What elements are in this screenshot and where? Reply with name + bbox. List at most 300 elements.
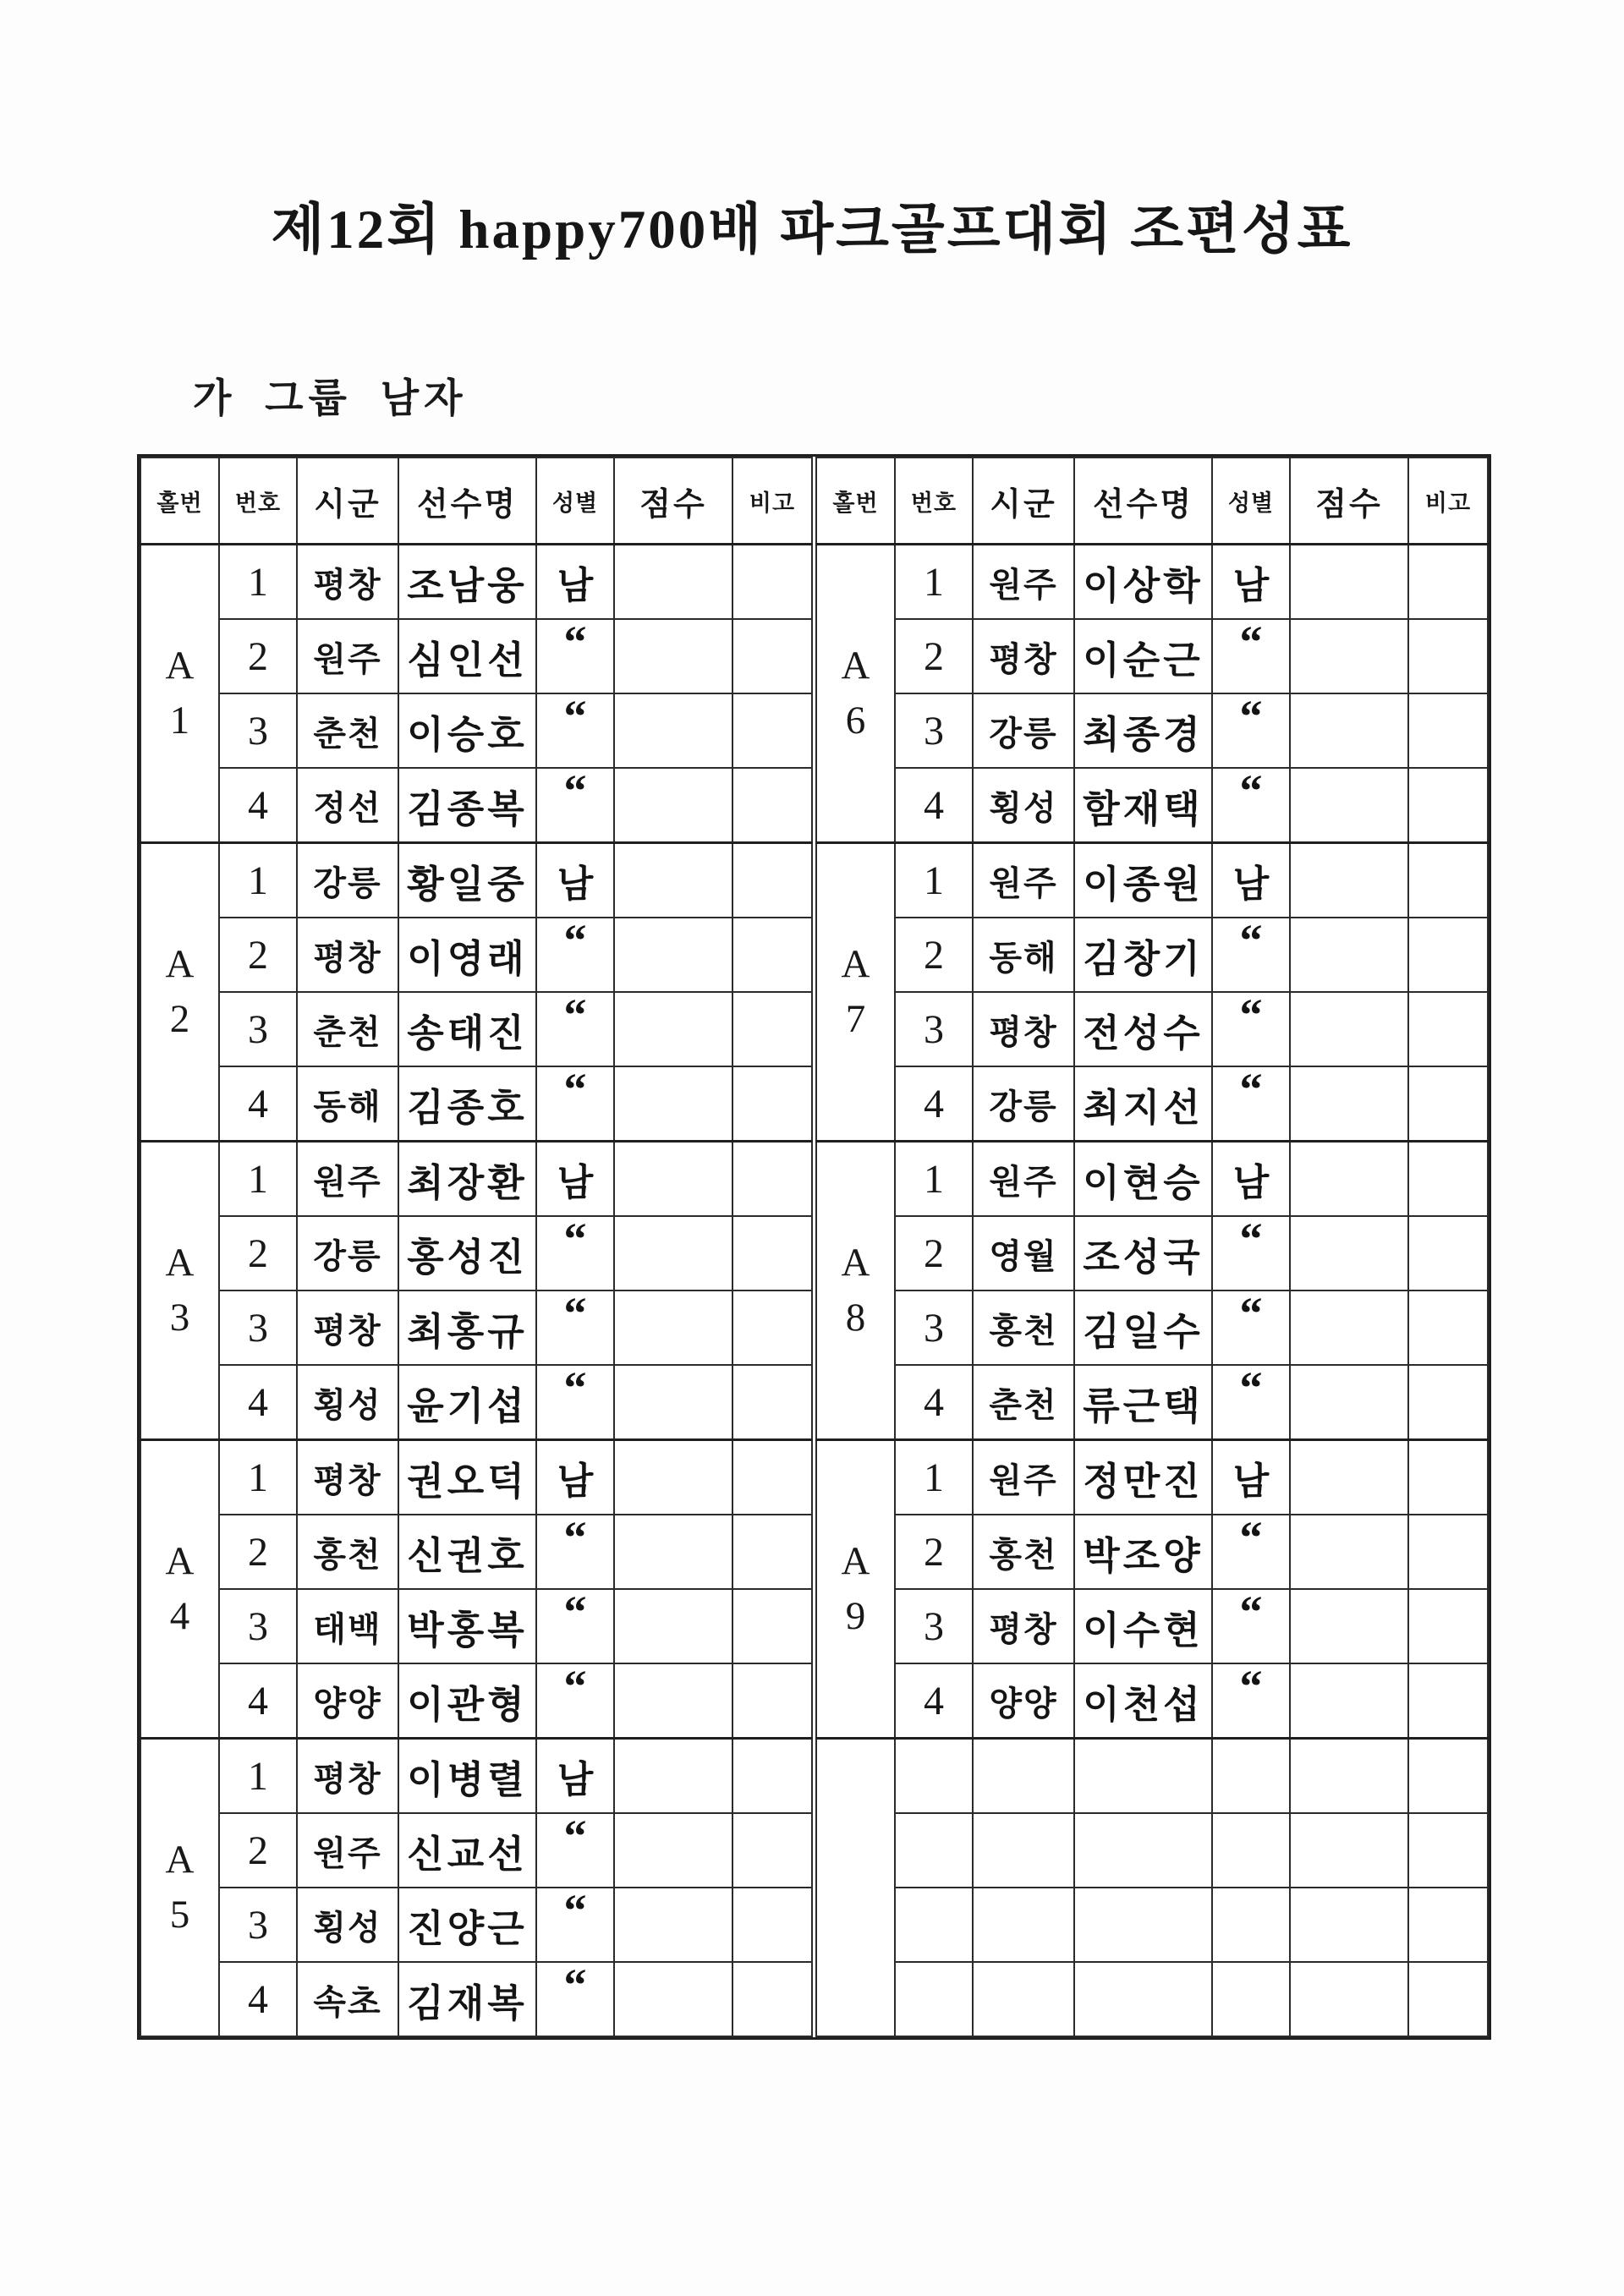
table-row <box>816 545 1488 620</box>
col-header-3: 선수명 <box>1074 458 1212 545</box>
cell-gender: 남 <box>536 1739 614 1814</box>
cell-score <box>614 992 732 1066</box>
cell-no: 2 <box>219 1515 297 1589</box>
table-row <box>140 1365 812 1440</box>
cell-note <box>1408 1440 1488 1515</box>
group-number: 4 <box>169 1594 190 1638</box>
group-number: 7 <box>845 997 866 1041</box>
cell-note <box>1408 1290 1488 1365</box>
cell-name: 최종경 <box>1074 693 1212 768</box>
cell-gender: 남 <box>536 545 614 620</box>
cell-gender: 남 <box>1212 1142 1290 1217</box>
cell-gender <box>1212 1663 1290 1739</box>
cell-note <box>1408 693 1488 768</box>
cell-gender <box>1212 768 1290 843</box>
cell-name: 전성수 <box>1074 992 1212 1066</box>
cell-score <box>614 1216 732 1290</box>
table-row <box>816 1515 1488 1589</box>
ditto-mark: “ <box>1239 619 1263 667</box>
cell-name: 정만진 <box>1074 1440 1212 1515</box>
cell-no: 1 <box>219 843 297 918</box>
cell-note <box>732 843 812 918</box>
cell-gender <box>1212 1813 1290 1888</box>
table-row <box>140 1663 812 1739</box>
cell-city: 춘천 <box>973 1365 1074 1440</box>
ditto-mark: “ <box>563 1066 587 1115</box>
cell-gender <box>1212 1515 1290 1589</box>
cell-score <box>614 768 732 843</box>
cell-score <box>1290 768 1408 843</box>
ditto-mark: “ <box>563 1589 587 1637</box>
table-row <box>140 1066 812 1142</box>
cell-score <box>614 843 732 918</box>
cell-gender <box>536 1515 614 1589</box>
ditto-mark: “ <box>563 1663 587 1712</box>
cell-note <box>732 768 812 843</box>
cell-note <box>732 1290 812 1365</box>
cell-no: 4 <box>219 1663 297 1739</box>
cell-name: 김종복 <box>398 768 536 843</box>
cell-note <box>732 1962 812 2036</box>
cell-name: 조성국 <box>1074 1216 1212 1290</box>
col-header-2: 시군 <box>297 458 398 545</box>
cell-score <box>1290 1066 1408 1142</box>
cell-city: 평창 <box>973 1589 1074 1663</box>
cell-gender <box>1212 1290 1290 1365</box>
cell-note <box>1408 768 1488 843</box>
cell-gender <box>536 918 614 992</box>
cell-score <box>1290 1142 1408 1217</box>
cell-score <box>1290 1962 1408 2036</box>
col-header-5: 점수 <box>1290 458 1408 545</box>
cell-note <box>732 1515 812 1589</box>
cell-name: 조남웅 <box>398 545 536 620</box>
cell-gender <box>1212 1365 1290 1440</box>
cell-note <box>1408 843 1488 918</box>
cell-note <box>1408 619 1488 693</box>
cell-city: 횡성 <box>973 768 1074 843</box>
cell-score <box>614 693 732 768</box>
cell-score <box>1290 619 1408 693</box>
group-cell <box>140 545 219 843</box>
cell-city <box>973 1888 1074 1962</box>
ditto-mark: “ <box>563 693 587 742</box>
table-row <box>140 1142 812 1217</box>
cell-no: 3 <box>895 693 973 768</box>
cell-name: 이병렬 <box>398 1739 536 1814</box>
cell-no: 3 <box>895 1589 973 1663</box>
table-row <box>140 1962 812 2036</box>
cell-score <box>614 1515 732 1589</box>
cell-gender <box>1212 1888 1290 1962</box>
cell-gender <box>536 1290 614 1365</box>
cell-city: 평창 <box>297 918 398 992</box>
ditto-mark: “ <box>563 1888 587 1936</box>
table-row <box>816 1440 1488 1515</box>
table-row <box>816 992 1488 1066</box>
group-letter: A <box>165 942 195 986</box>
cell-name: 최홍규 <box>398 1290 536 1365</box>
cell-name: 이승호 <box>398 693 536 768</box>
cell-score <box>1290 1216 1408 1290</box>
cell-gender <box>536 1962 614 2036</box>
cell-gender <box>536 1589 614 1663</box>
group-cell <box>816 545 895 843</box>
cell-note <box>732 1813 812 1888</box>
cell-gender <box>1212 1589 1290 1663</box>
cell-note <box>1408 1365 1488 1440</box>
cell-gender <box>536 1216 614 1290</box>
cell-score <box>614 1066 732 1142</box>
table-row <box>140 619 812 693</box>
ditto-mark: “ <box>563 1216 587 1264</box>
cell-no <box>895 1739 973 1814</box>
col-header-6: 비고 <box>1408 458 1488 545</box>
cell-score <box>1290 1813 1408 1888</box>
table-row <box>816 1663 1488 1739</box>
cell-no: 2 <box>895 918 973 992</box>
cell-no: 2 <box>895 1515 973 1589</box>
group-number: 2 <box>169 997 190 1041</box>
cell-note <box>1408 1066 1488 1142</box>
cell-name: 신권호 <box>398 1515 536 1589</box>
cell-score <box>1290 1739 1408 1814</box>
cell-name: 이순근 <box>1074 619 1212 693</box>
cell-no <box>895 1888 973 1962</box>
group-cell <box>140 1142 219 1440</box>
cell-gender <box>536 1066 614 1142</box>
cell-city: 평창 <box>297 545 398 620</box>
cell-score <box>614 1739 732 1814</box>
col-header-3: 선수명 <box>398 458 536 545</box>
cell-gender: 남 <box>536 1440 614 1515</box>
cell-name: 진양근 <box>398 1888 536 1962</box>
table-row <box>816 843 1488 918</box>
group-letter: A <box>841 942 870 986</box>
cell-gender <box>536 1888 614 1962</box>
group-cell <box>816 843 895 1142</box>
ditto-mark: “ <box>1239 992 1263 1040</box>
group-number: 9 <box>845 1594 866 1638</box>
table-row <box>140 918 812 992</box>
cell-score <box>614 1813 732 1888</box>
ditto-mark: “ <box>1239 1066 1263 1115</box>
col-header-0: 홀번 <box>816 458 895 545</box>
cell-name: 이천섭 <box>1074 1663 1212 1739</box>
cell-no: 3 <box>219 693 297 768</box>
cell-gender <box>1212 619 1290 693</box>
table-row <box>140 843 812 918</box>
cell-gender <box>536 1813 614 1888</box>
group-cell <box>816 1440 895 1739</box>
cell-gender <box>536 619 614 693</box>
cell-no: 3 <box>219 992 297 1066</box>
cell-name: 권오덕 <box>398 1440 536 1515</box>
table-row <box>816 619 1488 693</box>
cell-note <box>1408 1962 1488 2036</box>
cell-gender: 남 <box>536 1142 614 1217</box>
table-row <box>140 768 812 843</box>
cell-city <box>973 1739 1074 1814</box>
cell-name: 이상학 <box>1074 545 1212 620</box>
cell-score <box>614 1962 732 2036</box>
cell-name: 심인선 <box>398 619 536 693</box>
cell-gender: 남 <box>1212 843 1290 918</box>
cell-city: 홍천 <box>297 1515 398 1589</box>
table-row <box>816 1888 1488 1962</box>
cell-note <box>732 992 812 1066</box>
cell-note <box>1408 1589 1488 1663</box>
ditto-mark: “ <box>563 918 587 966</box>
table-row <box>816 1962 1488 2036</box>
table-row <box>140 693 812 768</box>
table-row <box>140 1589 812 1663</box>
cell-city: 평창 <box>973 619 1074 693</box>
table-row <box>816 1739 1488 1814</box>
cell-note <box>1408 1888 1488 1962</box>
cell-gender <box>1212 693 1290 768</box>
cell-name: 홍성진 <box>398 1216 536 1290</box>
cell-no: 3 <box>219 1589 297 1663</box>
cell-city: 영월 <box>973 1216 1074 1290</box>
cell-no: 1 <box>219 1440 297 1515</box>
ditto-mark: “ <box>563 1813 587 1861</box>
cell-note <box>732 918 812 992</box>
cell-name: 박홍복 <box>398 1589 536 1663</box>
table-row <box>816 1290 1488 1365</box>
cell-name: 이관형 <box>398 1663 536 1739</box>
cell-city: 정선 <box>297 768 398 843</box>
group-assignment-table <box>137 454 1491 2040</box>
cell-name: 김창기 <box>1074 918 1212 992</box>
table-row <box>816 768 1488 843</box>
table-row <box>140 545 812 620</box>
cell-city: 강릉 <box>297 843 398 918</box>
cell-name: 최지선 <box>1074 1066 1212 1142</box>
cell-city <box>973 1813 1074 1888</box>
cell-no: 1 <box>219 1142 297 1217</box>
cell-city: 강릉 <box>973 1066 1074 1142</box>
cell-gender <box>1212 1962 1290 2036</box>
cell-no: 4 <box>219 1066 297 1142</box>
cell-score <box>614 1365 732 1440</box>
group-letter: A <box>165 1838 195 1882</box>
ditto-mark: “ <box>563 619 587 667</box>
ditto-mark: “ <box>563 1515 587 1563</box>
cell-city: 평창 <box>297 1290 398 1365</box>
cell-score <box>614 1663 732 1739</box>
group-cell <box>140 1739 219 2037</box>
cell-score <box>614 1142 732 1217</box>
cell-city: 태백 <box>297 1589 398 1663</box>
section-subtitle: 가 그룹 남자 <box>193 377 468 421</box>
table-row <box>816 1066 1488 1142</box>
cell-note <box>732 1142 812 1217</box>
table-row <box>140 1440 812 1515</box>
group-letter: A <box>165 644 195 688</box>
cell-score <box>1290 1290 1408 1365</box>
cell-gender: 남 <box>1212 1440 1290 1515</box>
ditto-mark: “ <box>1239 1365 1263 1413</box>
group-number: 6 <box>845 699 866 743</box>
cell-note <box>732 1888 812 1962</box>
cell-name <box>1074 1739 1212 1814</box>
cell-no: 2 <box>219 1216 297 1290</box>
ditto-mark: “ <box>1239 693 1263 742</box>
cell-city: 평창 <box>973 992 1074 1066</box>
cell-name: 최장환 <box>398 1142 536 1217</box>
cell-name: 이현승 <box>1074 1142 1212 1217</box>
cell-no: 4 <box>219 1962 297 2036</box>
cell-city: 원주 <box>297 1813 398 1888</box>
cell-no <box>895 1962 973 2036</box>
table-row <box>816 693 1488 768</box>
cell-note <box>732 1663 812 1739</box>
cell-score <box>1290 918 1408 992</box>
col-header-6: 비고 <box>732 458 812 545</box>
cell-score <box>614 918 732 992</box>
ditto-mark: “ <box>1239 1515 1263 1563</box>
cell-name: 김재복 <box>398 1962 536 2036</box>
cell-score <box>1290 1888 1408 1962</box>
cell-note <box>1408 1739 1488 1814</box>
group-table-left-half <box>140 457 813 2037</box>
group-cell <box>816 1142 895 1440</box>
cell-score <box>1290 1589 1408 1663</box>
header-row <box>140 458 812 545</box>
group-letter: A <box>841 1539 870 1583</box>
ditto-mark: “ <box>563 1290 587 1339</box>
cell-name: 송태진 <box>398 992 536 1066</box>
cell-no <box>895 1813 973 1888</box>
table-row <box>816 1813 1488 1888</box>
cell-score <box>1290 545 1408 620</box>
cell-gender <box>536 768 614 843</box>
table-row <box>816 1365 1488 1440</box>
cell-score <box>614 1440 732 1515</box>
group-letter: A <box>841 644 870 688</box>
cell-gender <box>1212 1216 1290 1290</box>
page-title: 제12회 happy700배 파크골프대회 조편성표 <box>271 200 1353 260</box>
cell-no: 3 <box>895 1290 973 1365</box>
cell-no: 3 <box>895 992 973 1066</box>
col-header-4: 성별 <box>1212 458 1290 545</box>
cell-gender <box>536 693 614 768</box>
cell-city: 원주 <box>973 545 1074 620</box>
cell-no: 1 <box>895 545 973 620</box>
table-row <box>816 1142 1488 1217</box>
cell-note <box>1408 1216 1488 1290</box>
cell-score <box>1290 1663 1408 1739</box>
ditto-mark: “ <box>1239 1589 1263 1637</box>
cell-city: 원주 <box>297 619 398 693</box>
col-header-0: 홀번 <box>140 458 219 545</box>
group-table-right-half <box>815 457 1489 2037</box>
cell-city <box>973 1962 1074 2036</box>
group-letter: A <box>841 1241 870 1285</box>
col-header-5: 점수 <box>614 458 732 545</box>
cell-no: 1 <box>895 1142 973 1217</box>
header-row <box>816 458 1488 545</box>
cell-name: 이종원 <box>1074 843 1212 918</box>
cell-score <box>614 1589 732 1663</box>
cell-name: 이수현 <box>1074 1589 1212 1663</box>
cell-city: 홍천 <box>973 1515 1074 1589</box>
cell-score <box>614 619 732 693</box>
cell-no: 1 <box>895 1440 973 1515</box>
cell-gender <box>536 1663 614 1739</box>
cell-no: 1 <box>895 843 973 918</box>
cell-name: 황일중 <box>398 843 536 918</box>
cell-no: 4 <box>895 1066 973 1142</box>
cell-no: 4 <box>219 768 297 843</box>
cell-no: 4 <box>895 1365 973 1440</box>
cell-city: 동해 <box>973 918 1074 992</box>
ditto-mark: “ <box>563 768 587 816</box>
cell-gender <box>536 992 614 1066</box>
cell-score <box>1290 1515 1408 1589</box>
cell-note <box>1408 1515 1488 1589</box>
ditto-mark: “ <box>1239 1216 1263 1264</box>
group-number: 3 <box>169 1296 190 1340</box>
cell-gender <box>1212 1066 1290 1142</box>
cell-name: 신교선 <box>398 1813 536 1888</box>
cell-no: 2 <box>895 1216 973 1290</box>
cell-no: 4 <box>219 1365 297 1440</box>
table-row <box>140 1888 812 1962</box>
cell-name <box>1074 1888 1212 1962</box>
group-cell <box>816 1739 895 2037</box>
ditto-mark: “ <box>1239 918 1263 966</box>
group-cell <box>140 843 219 1142</box>
col-header-4: 성별 <box>536 458 614 545</box>
cell-score <box>614 1888 732 1962</box>
cell-gender: 남 <box>1212 545 1290 620</box>
cell-city: 원주 <box>973 1142 1074 1217</box>
cell-note <box>732 619 812 693</box>
cell-score <box>1290 693 1408 768</box>
cell-no: 4 <box>895 1663 973 1739</box>
cell-name: 류근택 <box>1074 1365 1212 1440</box>
group-number: 1 <box>169 699 190 743</box>
cell-city: 동해 <box>297 1066 398 1142</box>
ditto-mark: “ <box>563 992 587 1040</box>
cell-score <box>1290 843 1408 918</box>
cell-city: 속초 <box>297 1962 398 2036</box>
table-row <box>816 1589 1488 1663</box>
cell-score <box>1290 1440 1408 1515</box>
cell-no: 2 <box>895 619 973 693</box>
cell-no: 1 <box>219 1739 297 1814</box>
table-row <box>140 1515 812 1589</box>
cell-note <box>1408 1142 1488 1217</box>
cell-note <box>1408 992 1488 1066</box>
table-row <box>140 992 812 1066</box>
cell-gender <box>1212 992 1290 1066</box>
group-letter: A <box>165 1241 195 1285</box>
cell-no: 2 <box>219 619 297 693</box>
cell-city: 원주 <box>297 1142 398 1217</box>
cell-no: 2 <box>219 918 297 992</box>
cell-no: 3 <box>219 1888 297 1962</box>
ditto-mark: “ <box>1239 768 1263 816</box>
col-header-1: 번호 <box>219 458 297 545</box>
cell-city: 양양 <box>973 1663 1074 1739</box>
group-number: 8 <box>845 1296 866 1340</box>
cell-name: 박조양 <box>1074 1515 1212 1589</box>
cell-no: 3 <box>219 1290 297 1365</box>
cell-name: 김일수 <box>1074 1290 1212 1365</box>
